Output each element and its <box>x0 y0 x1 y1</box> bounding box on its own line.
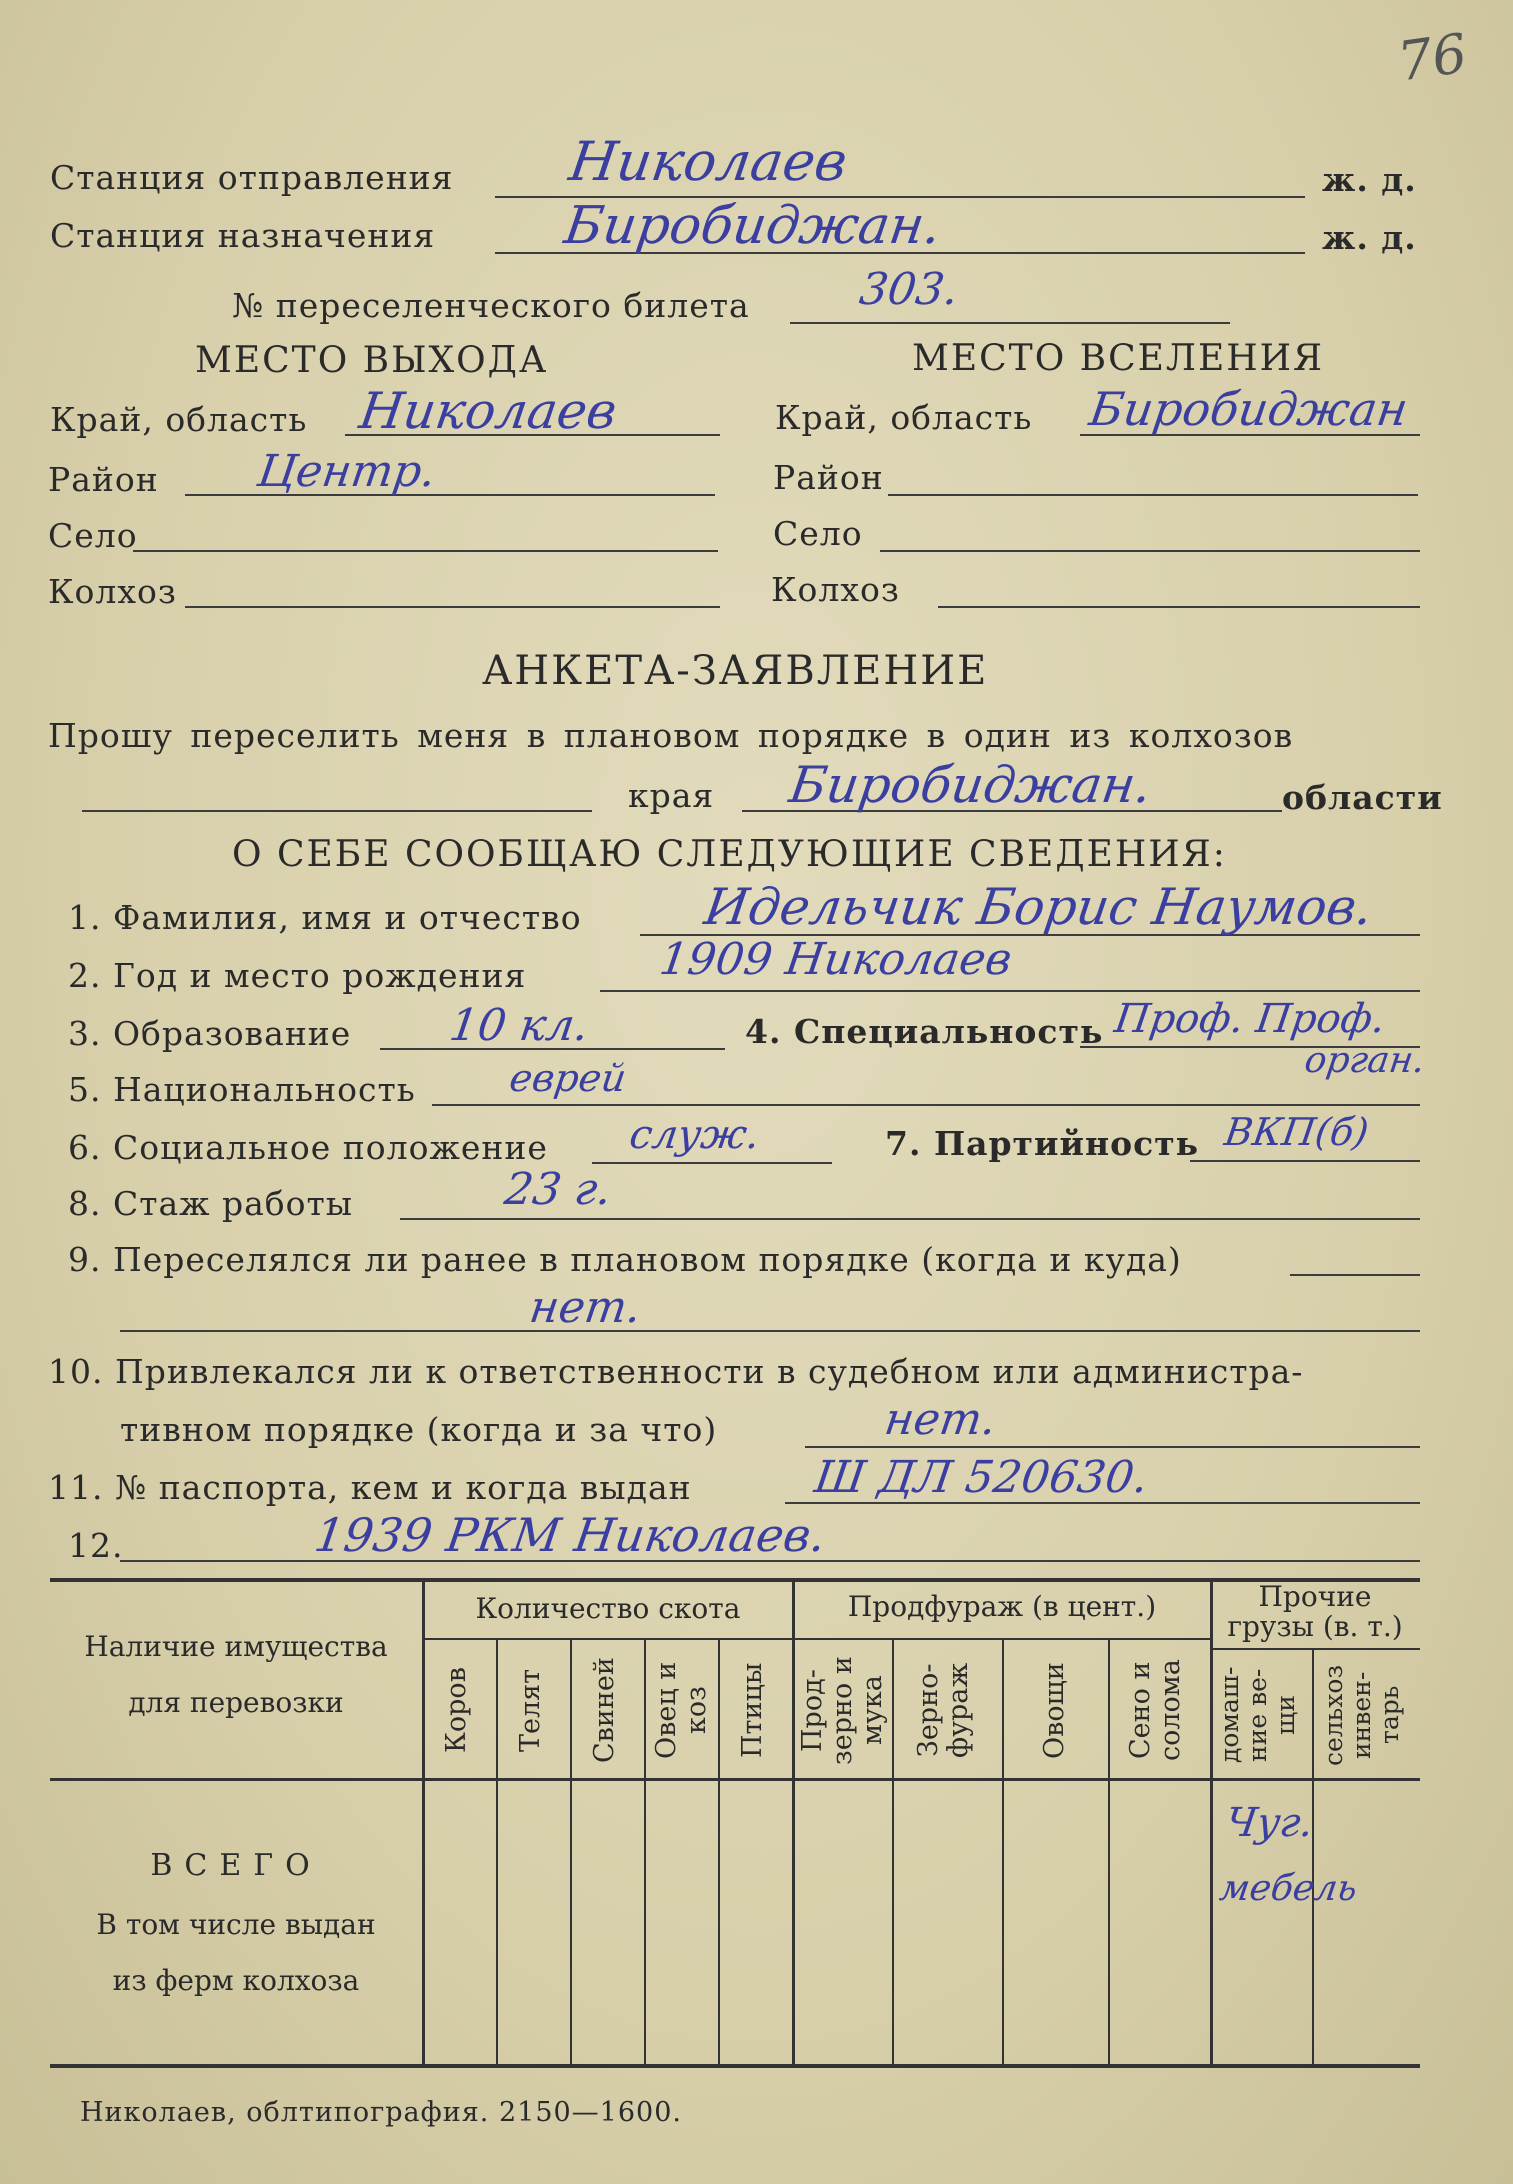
q1-value: Идельчик Борис Наумов. <box>700 878 1376 936</box>
property-table <box>50 1578 1420 2068</box>
form-title: АНКЕТА-ЗАЯВЛЕНИЕ <box>482 648 989 694</box>
departure-value: Николаев <box>565 130 852 193</box>
settlement-region-value: Биробиджан <box>1086 382 1412 436</box>
request-oblast-label: области <box>1282 778 1443 817</box>
table-vrule <box>1108 1638 1110 2066</box>
q5-value: еврей <box>506 1056 629 1100</box>
settlement-kolkhoz-underline <box>938 606 1420 608</box>
q10-underline <box>805 1446 1420 1448</box>
q12-value: 1939 РКМ Николаев. <box>311 1508 829 1562</box>
q5-label: 5. Национальность <box>68 1070 416 1109</box>
total-label: ВСЕГО <box>150 1848 322 1883</box>
q11-value: Ш ДЛ 520630. <box>811 1452 1152 1503</box>
origin-kolkhoz-label: Колхоз <box>48 572 177 611</box>
col-farm: сельхоз инвен- тарь <box>1319 1664 1404 1766</box>
q3-label: 3. Образование <box>68 1014 352 1053</box>
livestock-group-header: Количество скота <box>475 1592 741 1625</box>
info-heading: О СЕБЕ СООБЩАЮ СЛЕДУЮЩИЕ СВЕДЕНИЯ: <box>232 834 1227 875</box>
col-hay: Сено и солома <box>1125 1659 1186 1762</box>
q8-label: 8. Стаж работы <box>68 1184 354 1223</box>
origin-region-label: Край, область <box>50 400 308 439</box>
settlement-district-underline <box>888 494 1418 496</box>
livestock-group-rule <box>422 1638 794 1640</box>
settlement-region-label: Край, область <box>775 398 1033 437</box>
table-vrule <box>644 1638 646 2066</box>
settlement-heading: МЕСТО ВСЕЛЕНИЯ <box>912 338 1325 379</box>
q10-value: нет. <box>881 1394 1000 1445</box>
table-bottom-rule <box>50 2064 1420 2068</box>
q4-label: 4. Специальность <box>745 1012 1104 1051</box>
q6-label: 6. Социальное положение <box>68 1128 548 1167</box>
ticket-underline <box>790 322 1230 324</box>
origin-kolkhoz-underline <box>185 606 720 608</box>
other-group-header-line1: Прочие <box>1258 1580 1372 1613</box>
table-vrule <box>718 1638 720 2066</box>
origin-district-value: Центр. <box>254 446 439 497</box>
q9-underline <box>120 1330 1420 1332</box>
table-vrule <box>1312 1648 1314 2066</box>
other-group-header-line2: грузы (в. т.) <box>1227 1610 1403 1643</box>
household-value-line2: мебель <box>1217 1868 1360 1909</box>
q2-value: 1909 Николаев <box>656 934 1015 985</box>
table-header-rule <box>50 1778 1420 1781</box>
q10-label-line2: тивном порядке (когда и за что) <box>120 1410 718 1449</box>
table-vrule <box>570 1638 572 2066</box>
q5-underline <box>432 1104 1420 1106</box>
fodder-group-header: Продфураж (в цент.) <box>847 1590 1157 1623</box>
col-grain: Прод- зерно и мука <box>797 1656 888 1765</box>
request-kray-value: Биробиджан. <box>785 756 1156 814</box>
issued-label-line1: В том числе выдан <box>96 1908 376 1941</box>
household-value-line1: Чуг. <box>1222 1800 1317 1846</box>
row-header-line1: Наличие имущества <box>84 1630 388 1663</box>
origin-village-underline <box>133 550 718 552</box>
q7-underline <box>1190 1160 1420 1162</box>
col-calves: Телят <box>515 1668 546 1753</box>
request-line: Прошу переселить меня в плановом порядке в один из колхозов <box>48 716 1294 755</box>
q11-label: 11. № паспорта, кем и когда выдан <box>48 1468 692 1507</box>
q6-value: служ. <box>626 1112 763 1158</box>
origin-region-value: Николаев <box>355 382 621 440</box>
destination-rail-suffix: ж. д. <box>1322 218 1417 257</box>
fodder-group-rule <box>792 1638 1212 1640</box>
q7-label: 7. Партийность <box>885 1124 1200 1163</box>
row-header-line2: для перевозки <box>128 1686 344 1719</box>
q9-underline-end <box>1290 1274 1420 1276</box>
q9-label: 9. Переселялся ли ранее в плановом порядке (когда и куда) <box>68 1240 1182 1279</box>
q10-label-line1: 10. Привлекался ли к ответственности в судебном или администра- <box>48 1352 1304 1391</box>
col-pigs: Свиней <box>589 1657 620 1764</box>
q7-value: ВКП(б) <box>1221 1110 1372 1154</box>
ticket-value: 303. <box>856 264 962 315</box>
q12-label: 12. <box>68 1526 124 1565</box>
origin-heading: МЕСТО ВЫХОДА <box>195 340 549 381</box>
issued-label-line2: из ферм колхоза <box>112 1964 360 1997</box>
q9-value: нет. <box>526 1282 645 1333</box>
table-vrule <box>892 1638 894 2066</box>
table-vrule <box>792 1578 795 2068</box>
col-vegetables: Овощи <box>1039 1662 1070 1759</box>
q4-value-continued: орган. <box>1302 1040 1428 1081</box>
settlement-village-underline <box>880 550 1420 552</box>
q3-value: 10 кл. <box>446 1000 592 1051</box>
request-kray-label: края <box>628 776 715 815</box>
departure-label: Станция отправления <box>50 158 454 197</box>
q8-underline <box>400 1218 1420 1220</box>
q2-underline <box>600 990 1420 992</box>
other-group-rule <box>1210 1648 1420 1650</box>
destination-label: Станция назначения <box>50 216 436 255</box>
q6-underline <box>592 1162 832 1164</box>
col-household: домаш- ние ве- щи <box>1215 1666 1300 1764</box>
col-birds: Птицы <box>737 1662 768 1759</box>
departure-rail-suffix: ж. д. <box>1322 160 1417 199</box>
q1-label: 1. Фамилия, имя и отчество <box>68 898 582 937</box>
destination-value: Биробиджан. <box>560 196 945 256</box>
settlement-district-label: Район <box>773 458 884 497</box>
origin-district-label: Район <box>48 460 159 499</box>
table-vrule <box>1002 1638 1004 2066</box>
q2-label: 2. Год и место рождения <box>68 956 527 995</box>
table-vrule <box>1210 1578 1213 2068</box>
request-blank-underline <box>82 810 592 812</box>
col-fodder-grain: Зерно- фураж <box>913 1662 974 1759</box>
q4-value: Проф. Проф. <box>1111 996 1389 1042</box>
q8-value: 23 г. <box>501 1164 615 1215</box>
table-vrule <box>496 1638 498 2066</box>
origin-village-label: Село <box>48 516 138 555</box>
col-cows: Коров <box>441 1667 472 1754</box>
table-vrule <box>422 1578 425 2068</box>
col-sheep: Овец и коз <box>651 1661 712 1760</box>
settlement-village-label: Село <box>773 514 863 553</box>
settlement-kolkhoz-label: Колхоз <box>771 570 900 609</box>
printer-footer: Николаев, облтипография. 2150—1600. <box>80 2097 682 2128</box>
ticket-label: № переселенческого билета <box>232 286 750 325</box>
page-number: 76 <box>1393 21 1471 94</box>
